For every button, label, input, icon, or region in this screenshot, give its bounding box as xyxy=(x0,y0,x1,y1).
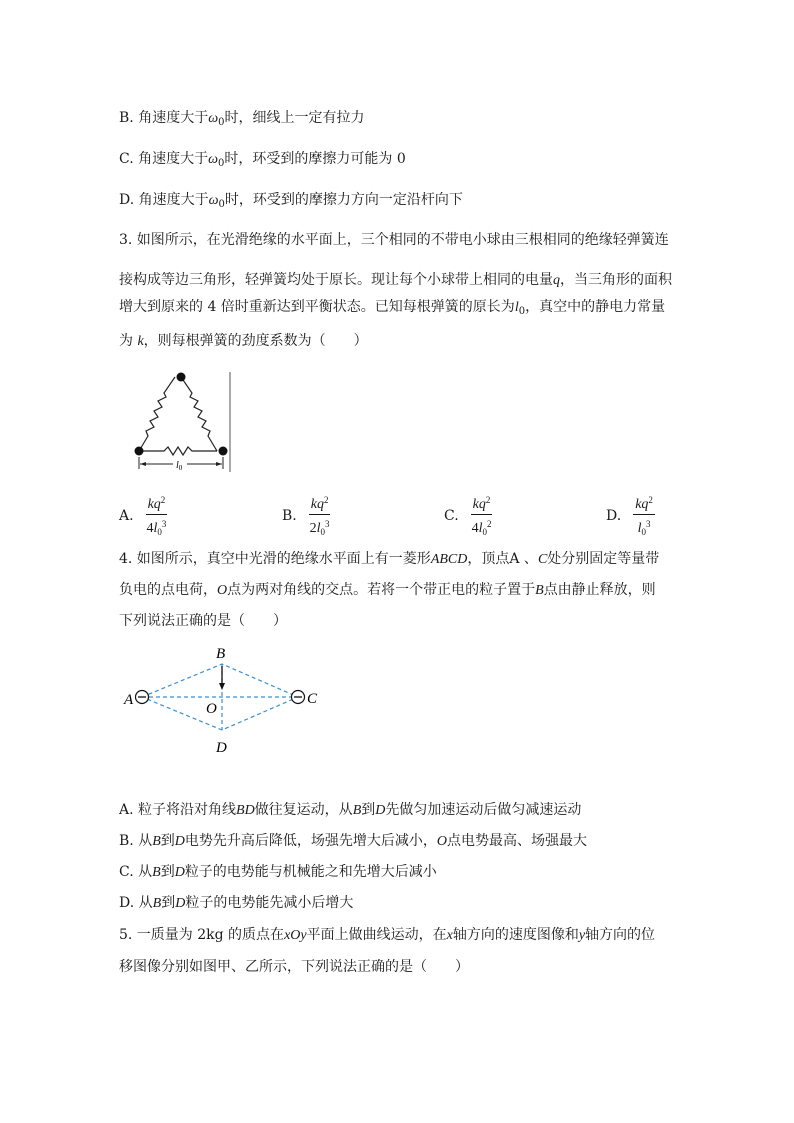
option-fraction: $\frac{kq^2}{l_0^3}$ xyxy=(633,492,655,540)
q3-option-d xyxy=(606,492,655,540)
q2-option-d xyxy=(119,190,463,215)
omega-subscript: 0 xyxy=(218,158,225,169)
q2-option-b-text: B. 角速度大于 xyxy=(119,110,209,126)
q4-line-1 xyxy=(119,549,659,570)
option-fraction: $\frac{kq^2}{4l_0^3}$ xyxy=(146,492,168,540)
q3-option-a xyxy=(119,492,167,540)
q2-option-d-text: D. 角速度大于 xyxy=(119,192,209,208)
q3-line-4 xyxy=(119,331,368,352)
rhombus-figure xyxy=(120,642,330,760)
label-a: A xyxy=(124,692,134,708)
q4-line-1-mid: ，顶点A 、 xyxy=(467,551,538,567)
q4-line-3: 下列说法正确的是（ ） xyxy=(119,613,287,629)
q2-option-c-text: C. 角速度大于 xyxy=(119,151,209,167)
q5-line-1: 5. 一质量为 2kg 的质点在xOy平面上做曲线运动，在x轴方向的速度图像和y轴方向的位 xyxy=(119,927,656,943)
q3-option-b xyxy=(282,492,330,540)
ball-top xyxy=(177,373,186,382)
q4-option-b: B. 从B到D电势先升高后降低，场强先增大后减小，O点电势最高、场强最大 xyxy=(119,833,588,849)
q3-line-2-text: 接构成等边三角形，轻弹簧均处于原长。现让每个小球带上相同的电量 xyxy=(119,272,553,288)
option-fraction: $\frac{kq^2}{2l_0^3}$ xyxy=(309,492,331,540)
length-symbol: l xyxy=(514,300,519,315)
rhombus-name: ABCD xyxy=(430,552,468,567)
q3-line-3-text: 增大到原来的 4 倍时重新达到平衡状态。已知每根弹簧的原长为 xyxy=(119,299,515,315)
q2-option-d-tail: 时，环受到的摩擦力方向一定沿杆向下 xyxy=(224,192,463,208)
spring-triangle-figure xyxy=(128,368,238,476)
q2-option-b xyxy=(119,108,364,133)
dimension-arrow-left xyxy=(140,462,146,466)
label-d: D xyxy=(216,740,227,756)
ball-left xyxy=(135,447,144,456)
q4-option-d: D. 从B到D粒子的电势能先减小后增大 xyxy=(119,895,354,911)
spring-right xyxy=(181,377,217,451)
charge-symbol: q xyxy=(553,273,560,288)
ball-right xyxy=(219,447,228,456)
q4-line-1-tail: 处分别固定等量带 xyxy=(547,551,660,567)
option-fraction: $\frac{kq^2}{4l_0^2}$ xyxy=(471,492,493,540)
q4-option-a: A. 粒子将沿对角线BD做往复运动，从B到D先做匀加速运动后做匀减速运动 xyxy=(119,802,582,818)
omega-symbol: ω xyxy=(208,111,219,126)
q2-option-c-tail: 时，环受到的摩擦力可能为 0 xyxy=(224,151,406,167)
spring-left xyxy=(139,377,175,451)
spring-bottom xyxy=(139,447,217,455)
point-b-symbol: B xyxy=(535,583,544,598)
omega-symbol: ω xyxy=(208,193,219,208)
q4-line-1-text: 4. 如图所示，真空中光滑的绝缘水平面上有一菱形 xyxy=(119,551,431,567)
q3-line-3 xyxy=(119,297,665,322)
constant-symbol: k xyxy=(137,334,144,349)
q4-line-2 xyxy=(119,580,656,601)
length-subscript: 0 xyxy=(518,306,526,317)
q3-line-4-text: 为 xyxy=(119,333,133,349)
q2-option-c xyxy=(119,149,406,174)
option-label: C. xyxy=(444,508,459,524)
q3-option-c xyxy=(444,492,492,540)
omega-symbol: ω xyxy=(208,152,219,167)
vertex-c-symbol: C xyxy=(537,552,548,567)
option-label: B. xyxy=(282,508,297,524)
q3-line-4-tail: ，则每根弹簧的劲度系数为（ ） xyxy=(143,333,368,349)
q4-line-2-text: 负电的点电荷， xyxy=(119,582,217,598)
q4-line-2-mid: 点为两对角线的交点。若将一个带正电的粒子置于 xyxy=(227,582,536,598)
q5-line-2: 移图像分别如图甲、乙所示，下列说法正确的是（ ） xyxy=(119,959,469,975)
option-label: A. xyxy=(119,508,134,524)
label-b: B xyxy=(216,646,226,662)
force-arrow-head xyxy=(219,683,225,690)
omega-subscript: 0 xyxy=(218,117,225,128)
dimension-label: $l_0$ xyxy=(176,460,183,472)
point-o-symbol: O xyxy=(217,583,228,598)
q3-line-3-tail: ，真空中的静电力常量 xyxy=(525,299,666,315)
q4-option-c: C. 从B到D粒子的电势能与机械能之和先增大后减小 xyxy=(119,864,437,880)
q3-line-1: 3. 如图所示，在光滑绝缘的水平面上，三个相同的不带电小球由三根相同的绝缘轻弹簧连 xyxy=(119,232,669,248)
option-label: D. xyxy=(606,508,622,524)
q3-line-2 xyxy=(119,270,672,291)
q3-line-2-tail: ，当三角形的面积 xyxy=(560,272,672,288)
q4-line-2-tail: 点由静止释放，则 xyxy=(543,582,656,598)
label-c: C xyxy=(307,691,318,707)
omega-subscript: 0 xyxy=(218,199,225,210)
q2-option-b-tail: 时，细线上一定有拉力 xyxy=(224,110,365,126)
dimension-arrow-right xyxy=(216,462,222,466)
label-o: O xyxy=(206,701,217,717)
